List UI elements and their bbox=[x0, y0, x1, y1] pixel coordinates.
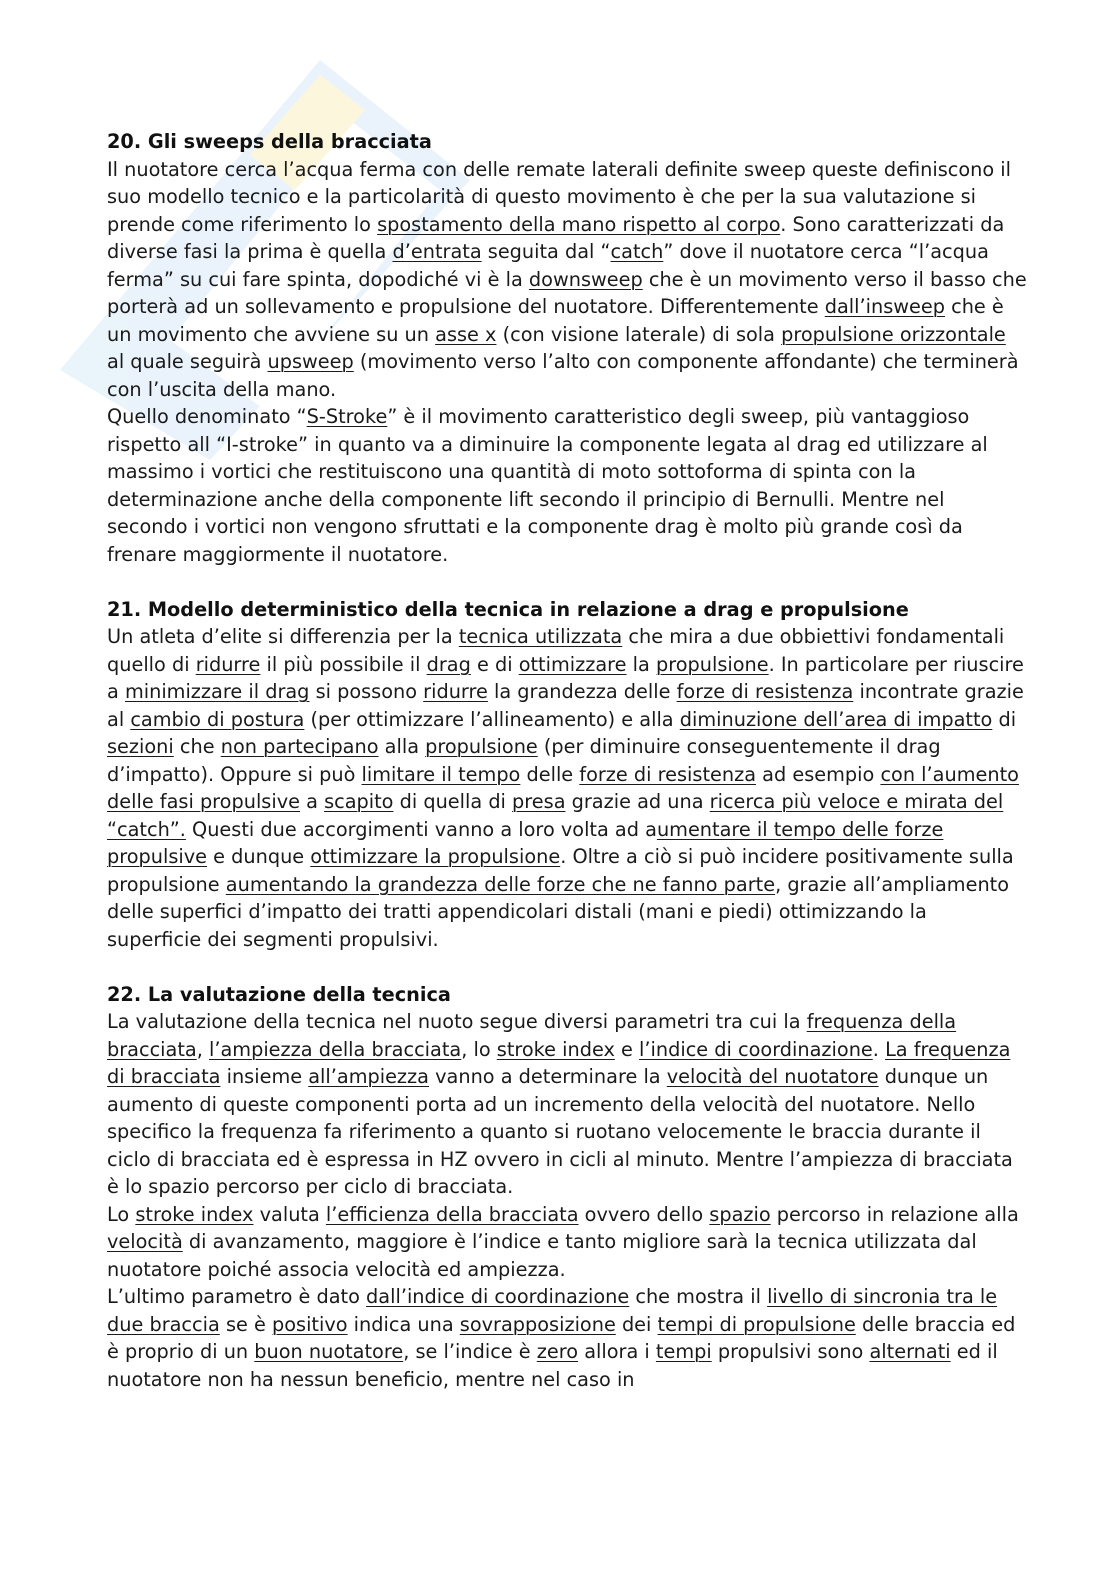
text-run: di avanzamento, maggiore è l’indice e tanto migliore sarà la tecnica utilizzata dal nuotatore poiché associa velocità ed ampiezza. bbox=[107, 1230, 977, 1281]
underlined-term: ricerca più veloce e mirata del “catch”. bbox=[107, 790, 1004, 841]
section-2 bbox=[107, 596, 1027, 954]
text-run: alla bbox=[378, 735, 426, 758]
text-run: ovvero dello bbox=[578, 1202, 710, 1226]
underlined-term: S-Stroke bbox=[306, 405, 388, 428]
text-run: che è un movimento che avviene su un bbox=[107, 295, 1004, 346]
underlined-term: presa bbox=[512, 790, 566, 813]
underlined-term: frequenza della bracciata bbox=[107, 1010, 957, 1061]
text-run: che mira a due obbiettivi fondamentali quello di bbox=[107, 625, 1005, 676]
text-run: e dunque bbox=[207, 845, 311, 868]
underlined-term: stroke index bbox=[135, 1202, 254, 1226]
text-run: Questi due accorgimenti vanno a loro volta ad a bbox=[185, 817, 657, 841]
underlined-term: ridurre bbox=[195, 652, 261, 676]
text-run: grazie ad una bbox=[565, 790, 710, 813]
underlined-term: aumentando la grandezza delle forze che ne fanno parte bbox=[225, 872, 776, 896]
text-run: di quella di bbox=[393, 790, 513, 813]
underlined-term: diminuzione dell’area di impatto bbox=[679, 707, 993, 731]
text-run: Lo bbox=[107, 1202, 136, 1226]
text-run: , lo bbox=[461, 1037, 497, 1061]
text-run: il più possibile il bbox=[260, 652, 427, 676]
text-run: e bbox=[614, 1037, 640, 1061]
text-run: la grandezza delle bbox=[487, 680, 677, 703]
underlined-term: tempi bbox=[655, 1340, 712, 1363]
text-run: , se l’indice è bbox=[403, 1340, 537, 1363]
underlined-term: dall’insweep bbox=[824, 295, 945, 318]
text-run: e di bbox=[470, 652, 519, 676]
underlined-term: tecnica utilizzata bbox=[458, 625, 623, 648]
text-run: ad esempio bbox=[756, 762, 881, 786]
text-run: (per ottimizzare l’allineamento) e alla bbox=[304, 707, 680, 731]
underlined-term: cambio di postura bbox=[130, 707, 305, 731]
underlined-term: sovrapposizione bbox=[459, 1312, 616, 1336]
paragraph bbox=[107, 1201, 1027, 1284]
underlined-term: ottimizzare bbox=[518, 652, 627, 676]
text-run: ” è il movimento caratteristico degli sweep, più vantaggioso rispetto all “I-stroke” in quanto va a diminuire la componente legata al drag ed utilizzare al massimo i vortici che restituiscono una quantità di moto sottoforma di spinta con la determinazione anche della componente lift secondo il principio di Bernulli. Mentre nel secondo i vortici non vengono sfruttati e la componente drag è molto più grande così da frenare maggiormente il nuotatore. bbox=[107, 405, 988, 566]
underlined-term: l’ampiezza della bracciata bbox=[209, 1037, 462, 1061]
text-run: . In particolare per riuscire a bbox=[107, 652, 1024, 703]
paragraph bbox=[107, 1283, 1027, 1393]
text-run: Il nuotatore cerca l’acqua ferma con delle remate laterali definite sweep queste definiscono il suo modello tecnico e la particolarità di questo movimento è che per la sua valutazione si prende come riferimento lo bbox=[107, 157, 1011, 236]
text-run: se è bbox=[219, 1312, 272, 1336]
text-run: che bbox=[173, 735, 221, 758]
underlined-term: catch bbox=[610, 240, 664, 263]
text-run: L’ultimo parametro è dato bbox=[107, 1285, 367, 1308]
underlined-term: ridurre bbox=[423, 680, 488, 703]
text-run: . Sono caratterizzati da diverse fasi la prima è quella bbox=[107, 212, 1005, 263]
text-run: dei bbox=[615, 1312, 658, 1336]
underlined-term: all’ampiezza bbox=[308, 1065, 429, 1088]
underlined-term: propulsione orizzontale bbox=[781, 322, 1006, 346]
text-run: insieme bbox=[220, 1065, 309, 1088]
underlined-term: scapito bbox=[324, 790, 394, 813]
underlined-term: propulsione bbox=[425, 735, 538, 758]
text-run: percorso in relazione alla bbox=[770, 1202, 1019, 1226]
underlined-term: downsweep bbox=[528, 267, 643, 291]
text-run: incontrate grazie al bbox=[107, 680, 1024, 731]
underlined-term: positivo bbox=[271, 1312, 348, 1336]
text-run: seguita dal “ bbox=[481, 240, 611, 263]
paragraph bbox=[107, 403, 1027, 568]
text-run: Un atleta d’elite si differenzia per la bbox=[107, 625, 459, 648]
text-run: allora i bbox=[578, 1340, 656, 1363]
underlined-term: d’entrata bbox=[392, 240, 482, 263]
text-run: si possono bbox=[309, 680, 424, 703]
underlined-term: dall’indice di coordinazione bbox=[366, 1285, 630, 1308]
text-run: . bbox=[872, 1037, 886, 1061]
underlined-term: asse x bbox=[435, 322, 497, 346]
text-run: , bbox=[196, 1037, 209, 1061]
text-run: al quale seguirà bbox=[107, 350, 268, 373]
underlined-term: velocità del nuotatore bbox=[666, 1065, 879, 1088]
text-run: ed il nuotatore non ha nessun beneficio, mentre nel caso in bbox=[107, 1340, 998, 1391]
text-run: indica una bbox=[347, 1312, 460, 1336]
underlined-term: forze di resistenza bbox=[676, 680, 854, 703]
underlined-term: minimizzare il drag bbox=[124, 680, 310, 703]
text-run: che mostra il bbox=[629, 1285, 768, 1308]
underlined-term: l’efficienza della bracciata bbox=[325, 1202, 579, 1226]
text-run: vanno a determinare la bbox=[429, 1065, 667, 1088]
underlined-term: l’indice di coordinazione bbox=[639, 1037, 873, 1061]
text-run: delle bbox=[520, 762, 580, 786]
text-run: (con visione laterale) di sola bbox=[496, 322, 782, 346]
text-run: , grazie all’ampliamento delle superfici d’impatto dei tratti appendicolari distali (mani e piedi) ottimizzando la superficie dei segmenti propulsivi. bbox=[107, 872, 1010, 951]
text-run: delle braccia ed è proprio di un bbox=[107, 1312, 1016, 1363]
paragraph bbox=[107, 1008, 1027, 1201]
text-run: la bbox=[626, 652, 656, 676]
text-run: di bbox=[992, 707, 1017, 731]
text-run: Quello denominato “ bbox=[107, 405, 307, 428]
underlined-term: limitare il tempo bbox=[361, 762, 521, 786]
section-title: 21. Modello deterministico della tecnica in relazione a drag e propulsione bbox=[107, 597, 909, 621]
text-run: ” dove il nuotatore cerca “l’acqua ferma” su cui fare spinta, dopodiché vi è la bbox=[107, 240, 989, 291]
text-run: dunque un aumento di queste componenti porta ad un incremento della velocità del nuotatore. Nello specifico la frequenza fa riferimento a quanto si ruotano velocemente le braccia durante il ciclo di bracciata ed è espressa in HZ ovvero in cicli al minuto. Mentre l’ampiezza di bracciata è lo spazio percorso per ciclo di bracciata. bbox=[107, 1065, 1013, 1198]
text-run: (movimento verso l’alto con componente affondante) che terminerà con l’uscita della mano. bbox=[107, 350, 1019, 401]
underlined-term: propulsione bbox=[655, 652, 769, 676]
underlined-term: upsweep bbox=[267, 350, 354, 373]
underlined-term: spostamento della mano rispetto al corpo bbox=[377, 212, 781, 236]
section-title: 20. Gli sweeps della bracciata bbox=[107, 130, 432, 153]
underlined-term: forze di resistenza bbox=[579, 762, 757, 786]
underlined-term: umentare il tempo delle forze propulsive bbox=[107, 817, 944, 868]
underlined-term: drag bbox=[426, 652, 471, 676]
section-3 bbox=[107, 981, 1027, 1394]
document-body bbox=[107, 128, 1027, 1393]
paragraph bbox=[107, 623, 1027, 953]
text-run: valuta bbox=[253, 1202, 326, 1226]
text-run: . Oltre a ciò si può incidere positivamente sulla propulsione bbox=[107, 845, 1014, 896]
underlined-term: La frequenza di bracciata bbox=[107, 1037, 1011, 1088]
underlined-term: sezioni bbox=[107, 735, 174, 758]
underlined-term: stroke index bbox=[496, 1037, 615, 1061]
text-run: propulsivi sono bbox=[711, 1340, 870, 1363]
underlined-term: spazio bbox=[709, 1202, 771, 1226]
section-title: 22. La valutazione della tecnica bbox=[107, 982, 451, 1006]
underlined-term: non partecipano bbox=[220, 735, 379, 758]
text-run: La valutazione della tecnica nel nuoto segue diversi parametri tra cui la bbox=[107, 1010, 807, 1033]
underlined-term: tempi di propulsione bbox=[657, 1312, 856, 1336]
underlined-term: alternati bbox=[869, 1340, 951, 1363]
underlined-term: con l’aumento delle fasi propulsive bbox=[107, 762, 1019, 813]
paragraph bbox=[107, 156, 1027, 404]
text-run: che è un movimento verso il basso che porterà ad un sollevamento e propulsione del nuotatore. Differentemente bbox=[107, 267, 1027, 318]
underlined-term: velocità bbox=[107, 1230, 183, 1253]
text-run: a bbox=[299, 790, 325, 813]
section-1 bbox=[107, 128, 1027, 568]
text-run: (per diminuire conseguentemente il drag d’impatto). Oppure si può bbox=[107, 735, 941, 786]
underlined-term: livello di sincronia tra le due braccia bbox=[107, 1285, 998, 1336]
underlined-term: zero bbox=[536, 1340, 579, 1363]
underlined-term: ottimizzare la propulsione bbox=[310, 845, 561, 868]
underlined-term: buon nuotatore bbox=[254, 1340, 404, 1363]
